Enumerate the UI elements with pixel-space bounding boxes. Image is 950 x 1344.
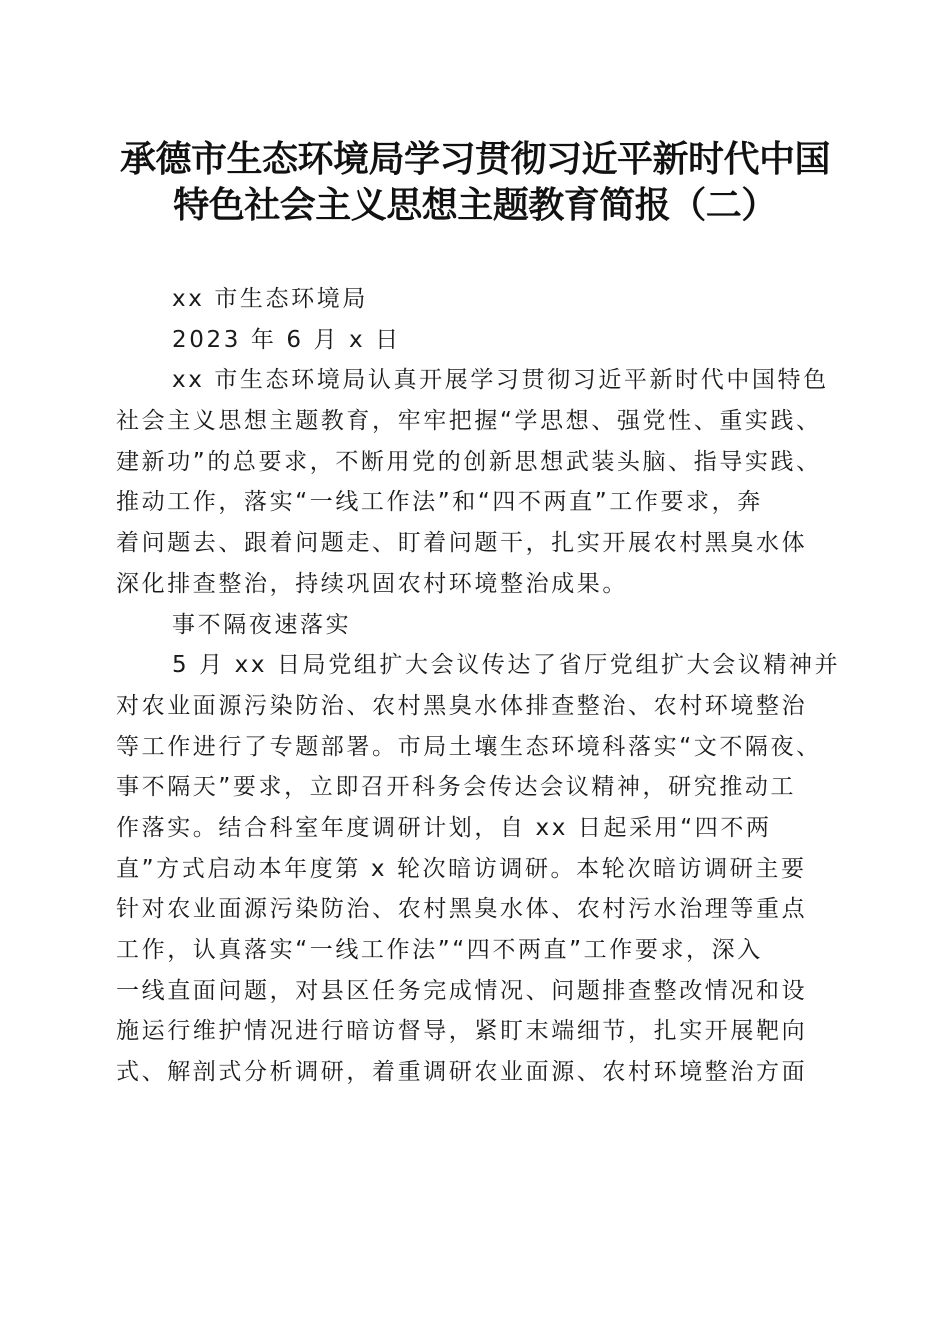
document-title [100,136,850,228]
paragraph-line: 事不隔天”要求，立即召开科务会传达会议精神，研究推动工 [116,774,797,801]
paragraph-line: 着问题去、跟着问题走、盯着问题干，扎实开展农村黑臭水体 [116,530,808,557]
title-line-2: 特色社会主义思想主题教育简报（二） [173,184,777,226]
paragraph-line: 5 月 xx 日局党组扩大会议传达了省厅党组扩大会议精神并 [172,652,841,679]
paragraph-line: 等工作进行了专题部署。市局土壤生态环境科落实“文不隔夜、 [116,733,822,760]
title-line-1: 承德市生态环境局学习贯彻习近平新时代中国 [119,138,830,180]
issuer-line: xx 市生态环境局 [172,286,368,312]
paragraph-line: 作落实。结合科室年度调研计划，自 xx 日起采用“四不两 [116,814,772,841]
paragraph-intro [116,360,846,604]
paragraph-line: 深化排查整治，持续巩固农村环境整治成果。 [116,570,628,597]
paragraph-line: 推动工作，落实“一线工作法”和“四不两直”工作要求，奔 [116,489,763,516]
paragraph-line: 建新功”的总要求，不断用党的创新思想武装头脑、指导实践、 [116,448,822,475]
paragraph-line: 式、解剖式分析调研，着重调研农业面源、农村环境整治方面 [116,1059,808,1086]
paragraph-line: 施运行维护情况进行暗访督导，紧盯末端细节，扎实开展靶向 [116,1018,808,1045]
paragraph-section-1 [116,645,846,1093]
paragraph-line: 直”方式启动本年度第 x 轮次暗访调研。本轮次暗访调研主要 [116,855,807,882]
document-body [116,279,846,1093]
paragraph-line: xx 市生态环境局认真开展学习贯彻习近平新时代中国特色 [172,367,829,394]
paragraph-line: 对农业面源污染防治、农村黑臭水体排查整治、农村环境整治 [116,692,808,719]
paragraph-line: 社会主义思想主题教育，牢牢把握“学思想、强党性、重实践、 [116,408,822,435]
section-heading: 事不隔夜速落实 [172,611,352,638]
paragraph-line: 针对农业面源污染防治、农村黑臭水体、农村污水治理等重点 [116,896,808,923]
paragraph-line: 工作，认真落实“一线工作法”“四不两直”工作要求，深入 [116,937,763,963]
date-line: 2023 年 6 月 x 日 [172,326,401,353]
paragraph-line: 一线直面问题，对县区任务完成情况、问题排查整改情况和设 [116,977,808,1004]
